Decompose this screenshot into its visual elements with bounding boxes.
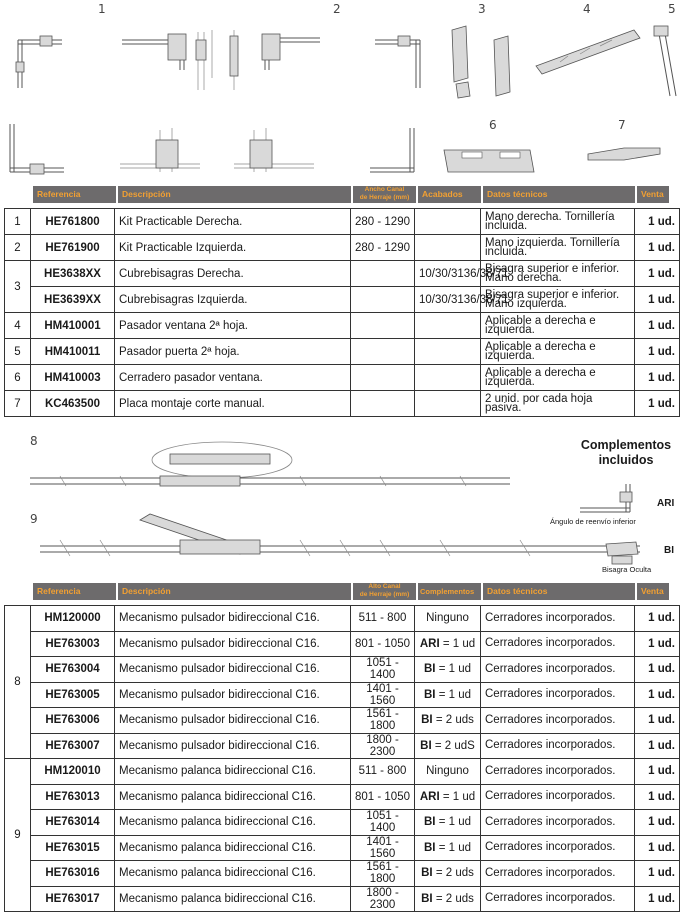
complement-code: BI [421,714,433,727]
complements [415,708,481,734]
description: Mecanismo pulsador bidireccional C16. [115,631,351,657]
technical-data: Cerradores incorporados. [481,657,635,683]
technical-data: Cerradores incorporados. [481,886,635,912]
reference-code: HM410003 [31,365,115,391]
complement-qty: = 1 ud [438,688,471,701]
channel-width [351,261,415,287]
sale-unit: 1 ud. [635,759,680,785]
finishes [415,235,481,261]
table-row [5,708,680,734]
description: Mecanismo palanca bidireccional C16. [115,784,351,810]
technical-data: Aplicable a derecha e izquierda. [481,313,635,339]
reference-code: HM120010 [31,759,115,785]
complement-code: BI [424,688,436,701]
description: Cerradero pasador ventana. [115,365,351,391]
header-ancho-canal [353,186,416,203]
figure-number-4: 4 [583,2,591,16]
complement-code: BI [424,663,436,676]
description: Placa montaje corte manual. [115,391,351,417]
corner-angle-drawing-7 [370,128,414,172]
mounting-plate-drawing [588,148,660,160]
table-row [5,365,680,391]
group-number: 4 [5,313,31,339]
header-alto-line1: Alto Canal [368,583,401,590]
complement-qty: = 1 ud [442,790,476,803]
channel-height: 1561 - 1800 [351,861,415,887]
sale-unit: 1 ud. [635,235,680,261]
reference-code: HE763016 [31,861,115,887]
figure-number-6: 6 [489,118,497,132]
complement-qty: Ninguno [426,612,469,625]
sale-unit: 1 ud. [635,835,680,861]
corner-angle-drawing-5 [120,128,200,172]
reference-code: HE763013 [31,784,115,810]
technical-data: Cerradores incorporados. [481,835,635,861]
channel-height: 1051 - 1400 [351,657,415,683]
sale-unit: 1 ud. [635,733,680,759]
description: Mecanismo pulsador bidireccional C16. [115,682,351,708]
corner-angle-drawing-2 [122,30,238,90]
reference-code: HE763004 [31,657,115,683]
description: Kit Practicable Izquierda. [115,235,351,261]
technical-data: Cerradores incorporados. [481,733,635,759]
description: Mecanismo palanca bidireccional C16. [115,759,351,785]
technical-data: Cerradores incorporados. [481,631,635,657]
channel-height: 511 - 800 [351,606,415,632]
reference-code: HE763003 [31,631,115,657]
header-complementos: Complementos [418,583,481,600]
sale-unit: 1 ud. [635,606,680,632]
table1 [4,208,680,417]
description: Mecanismo pulsador bidireccional C16. [115,606,351,632]
table-row [5,861,680,887]
finishes [415,313,481,339]
channel-width [351,365,415,391]
channel-height: 1800 - 2300 [351,733,415,759]
channel-width [351,313,415,339]
channel-height: 1800 - 2300 [351,886,415,912]
hardware-illustrations-top [0,0,685,180]
ari-caption: Ángulo de reenvío inferior [550,517,636,526]
reference-code: HE763015 [31,835,115,861]
figure-number-2: 2 [333,2,341,16]
complement-code: BI [424,841,436,854]
header-venta: Venta [637,583,669,600]
complements [415,861,481,887]
channel-height: 1051 - 1400 [351,810,415,836]
technical-data: Mano derecha. Tornillería incluida. [481,209,635,235]
finishes: 10/30/3136/38/71 [415,261,481,287]
complements-title [570,438,682,468]
sale-unit: 1 ud. [635,287,680,313]
technical-data: Cerradores incorporados. [481,861,635,887]
table-row [5,209,680,235]
sale-unit: 1 ud. [635,708,680,734]
bi-label: BI [664,545,674,556]
table-row [5,339,680,365]
reference-code: HE763014 [31,810,115,836]
bi-caption: Bisagra Oculta [602,565,652,574]
technical-data: Aplicable a derecha e izquierda. [481,339,635,365]
reference-code: HE3638XX [31,261,115,287]
hinge-cover-drawing [452,26,510,98]
complements [415,810,481,836]
reference-code: HE3639XX [31,287,115,313]
reference-code: HM410011 [31,339,115,365]
technical-data: Bisagra superior e inferior. Mano izquierda. [481,287,635,313]
group-number: 6 [5,365,31,391]
sale-unit: 1 ud. [635,313,680,339]
reference-code: HM120000 [31,606,115,632]
technical-data: Cerradores incorporados. [481,708,635,734]
sale-unit: 1 ud. [635,810,680,836]
figure-number-9: 9 [30,512,38,526]
complement-qty: = 1 ud [442,637,476,650]
complement-qty: = 1 ud [438,816,471,829]
rod-drawing [654,26,676,96]
corner-angle-drawing-1 [16,36,62,88]
technical-data: Cerradores incorporados. [481,682,635,708]
complements [415,835,481,861]
complements [415,657,481,683]
sale-unit: 1 ud. [635,209,680,235]
sale-unit: 1 ud. [635,631,680,657]
complement-code: ARI [419,790,440,803]
reference-code: HM410001 [31,313,115,339]
channel-height: 1401 - 1560 [351,835,415,861]
complement-code: BI [421,867,433,880]
header-referencia: Referencia [33,186,116,203]
complement-code: BI [420,739,432,752]
technical-data: Cerradores incorporados. [481,784,635,810]
figure-number-1: 1 [98,2,106,16]
table-row [5,759,680,785]
technical-data: Cerradores incorporados. [481,606,635,632]
reference-code: HE763007 [31,733,115,759]
channel-height: 801 - 1050 [351,784,415,810]
group-number: 7 [5,391,31,417]
description: Pasador puerta 2ª hoja. [115,339,351,365]
corner-angle-drawing-3 [262,34,420,88]
technical-data: 2 unid. por cada hoja pasiva. [481,391,635,417]
ari-label: ARI [657,498,675,509]
reference-code: KC463500 [31,391,115,417]
description: Mecanismo palanca bidireccional C16. [115,861,351,887]
table-row [5,313,680,339]
channel-width: 280 - 1290 [351,209,415,235]
finishes: 10/30/3136/38/71 [415,287,481,313]
header-datos: Datos técnicos [483,583,635,600]
reference-code: HE763006 [31,708,115,734]
channel-height: 511 - 800 [351,759,415,785]
sale-unit: 1 ud. [635,886,680,912]
header-descripcion: Descripción [118,583,351,600]
table-row [5,235,680,261]
technical-data: Cerradores incorporados. [481,810,635,836]
complement-qty: = 2 uds [435,714,474,727]
complement-code: ARI [419,637,440,650]
complement-qty: = 2 uds [435,892,474,905]
technical-data: Cerradores incorporados. [481,759,635,785]
table-row [5,287,680,313]
figure-number-7: 7 [618,118,626,132]
figure-number-5: 5 [668,2,676,16]
sale-unit: 1 ud. [635,365,680,391]
sale-unit: 1 ud. [635,261,680,287]
description: Mecanismo palanca bidireccional C16. [115,835,351,861]
hidden-hinge-drawing [606,542,638,564]
table-row [5,810,680,836]
table-row [5,261,680,287]
sale-unit: 1 ud. [635,861,680,887]
complement-qty: = 2 uds [435,867,474,880]
sale-unit: 1 ud. [635,657,680,683]
header-alto-canal [353,583,416,600]
table-row [5,657,680,683]
finishes [415,391,481,417]
table-row [5,391,680,417]
channel-width [351,339,415,365]
table-row [5,784,680,810]
sale-unit: 1 ud. [635,391,680,417]
complement-code: BI [421,892,433,905]
technical-data: Mano izquierda. Tornillería incluida. [481,235,635,261]
reference-code: HE763005 [31,682,115,708]
reference-code: HE761800 [31,209,115,235]
complements [415,733,481,759]
table-row [5,886,680,912]
description: Mecanismo palanca bidireccional C16. [115,810,351,836]
finishes [415,209,481,235]
complements [415,784,481,810]
group-number: 3 [5,261,31,313]
group-number: 1 [5,209,31,235]
channel-width [351,391,415,417]
group-number: 2 [5,235,31,261]
complement-qty: = 1 ud [438,663,471,676]
table-row [5,733,680,759]
description: Mecanismo pulsador bidireccional C16. [115,657,351,683]
complement-code: BI [424,816,436,829]
group-number: 5 [5,339,31,365]
corner-angle-drawing-6 [234,128,314,172]
complements [415,886,481,912]
complements [415,759,481,785]
description: Cubrebisagras Derecha. [115,261,351,287]
description: Mecanismo pulsador bidireccional C16. [115,708,351,734]
complement-qty: = 1 ud [438,841,471,854]
figure-number-8: 8 [30,434,38,448]
complements [415,606,481,632]
figure-number-3: 3 [478,2,486,16]
finishes [415,365,481,391]
sale-unit: 1 ud. [635,784,680,810]
push-button-mechanism-drawing [30,442,510,486]
channel-height: 1401 - 1560 [351,682,415,708]
group-number: 8 [5,606,31,759]
description: Pasador ventana 2ª hoja. [115,313,351,339]
table-row [5,606,680,632]
complements-title-line2: incluidos [598,453,654,467]
table-row [5,631,680,657]
header-descripcion: Descripción [118,186,351,203]
complement-qty: = 2 udS [434,739,475,752]
reference-code: HE763017 [31,886,115,912]
complements [415,631,481,657]
channel-width: 280 - 1290 [351,235,415,261]
header-venta: Venta [637,186,669,203]
header-ancho-line1: Ancho Canal [364,186,405,193]
technical-data: Aplicable a derecha e izquierda. [481,365,635,391]
header-datos: Datos técnicos [483,186,635,203]
group-number: 9 [5,759,31,912]
header-alto-line2: de Herraje (mm) [359,591,410,598]
table2-header [33,583,669,600]
header-acabados: Acabados [418,186,481,203]
technical-data: Bisagra superior e inferior. Mano derecha. [481,261,635,287]
angle-transfer-drawing [580,484,632,512]
finishes [415,339,481,365]
complements-title-line1: Complementos [580,438,672,452]
description: Mecanismo palanca bidireccional C16. [115,886,351,912]
keeper-plate-drawing [444,150,534,172]
table1-header [33,186,669,203]
channel-width [351,287,415,313]
channel-height: 801 - 1050 [351,631,415,657]
header-ancho-line2: de Herraje (mm) [359,194,410,201]
complements [415,682,481,708]
table-row [5,682,680,708]
reference-code: HE761900 [31,235,115,261]
sale-unit: 1 ud. [635,339,680,365]
channel-height: 1561 - 1800 [351,708,415,734]
corner-angle-drawing-4 [10,124,64,174]
table-row [5,835,680,861]
description: Kit Practicable Derecha. [115,209,351,235]
description: Cubrebisagras Izquierda. [115,287,351,313]
table2 [4,605,680,912]
sale-unit: 1 ud. [635,682,680,708]
header-referencia: Referencia [33,583,116,600]
description: Mecanismo pulsador bidireccional C16. [115,733,351,759]
complement-qty: Ninguno [426,765,469,778]
bolt-drawing [536,30,640,74]
